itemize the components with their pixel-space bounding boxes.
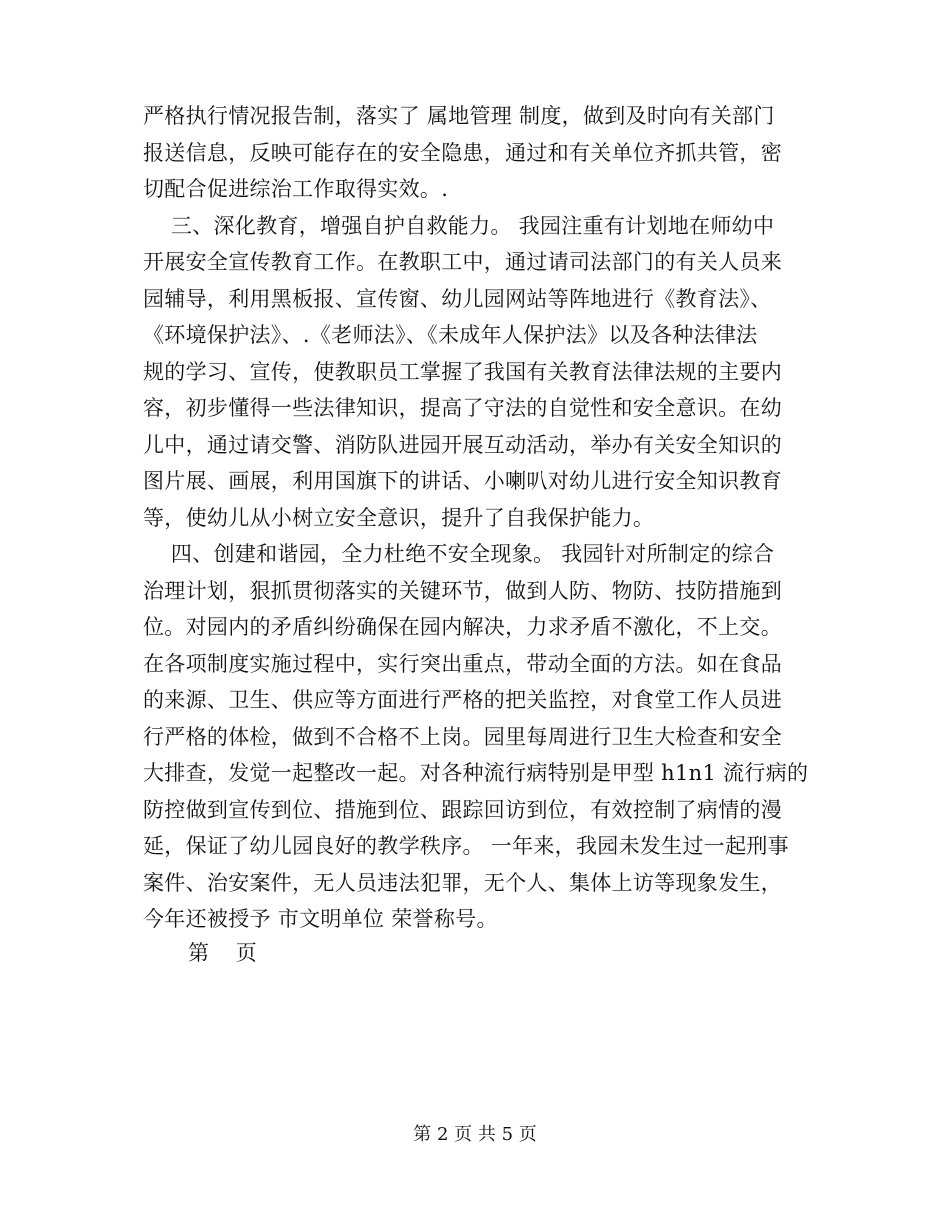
page-footer: 第 2 页 共 5 页 bbox=[413, 1124, 537, 1145]
text-line: 四、创建和谐园，全力杜绝不安全现象。 我园针对所制定的综合 bbox=[143, 542, 775, 566]
text-line: 的来源、卫生、供应等方面进行严格的把关监控，对食堂工作人员进 bbox=[143, 688, 782, 712]
body-text bbox=[143, 98, 813, 938]
text-line: 园辅导，利用黑板报、宣传窗、幼儿园网站等阵地进行《教育法》、 bbox=[143, 286, 772, 311]
text-line: 等，使幼儿从小树立安全意识，提升了自我保护能力。 bbox=[143, 505, 655, 530]
text-line: 规的学习、宣传，使教职员工掌握了我国有关教育法律法规的主要内 bbox=[143, 359, 782, 384]
text-line: 报送信息，反映可能存在的安全隐患，通过和有关单位齐抓共管，密 bbox=[143, 140, 782, 165]
text-line: 《环境保护法》、.《老师法》、《未成年人保护法》以及各种法律法 bbox=[143, 323, 758, 347]
page-number-label: 第 页 bbox=[188, 941, 257, 965]
text-line: 位。对园内的矛盾纠纷确保在园内解决，力求矛盾不激化，不上交。 bbox=[143, 615, 782, 639]
text-line: 今年还被授予 市文明单位 荣誉称号。 bbox=[143, 907, 498, 931]
text-line: 在各项制度实施过程中，实行突出重点，带动全面的方法。如在食品 bbox=[143, 651, 782, 676]
text-line: 案件、治安案件，无人员违法犯罪，无个人、集体上访等现象发生， bbox=[143, 870, 782, 895]
text-line: 严格执行情况报告制，落实了 属地管理 制度，做到及时向有关部门 bbox=[143, 104, 775, 128]
text-line: 治理计划，狠抓贯彻落实的关键环节，做到人防、物防、技防措施到 bbox=[143, 578, 782, 603]
text-line: 容，初步懂得一些法律知识，提高了守法的自觉性和安全意识。在幼 bbox=[143, 396, 782, 420]
text-line: 开展安全宣传教育工作。在教职工中，通过请司法部门的有关人员来 bbox=[143, 250, 782, 274]
text-line: 行严格的体检，做到不合格不上岗。园里每周进行卫生大检查和安全 bbox=[143, 724, 782, 749]
text-line: 图片展、画展，利用国旗下的讲话、小喇叭对幼儿进行安全知识教育 bbox=[143, 469, 782, 493]
text-line: 防控做到宣传到位、措施到位、跟踪回访到位，有效控制了病情的漫 bbox=[143, 797, 782, 822]
text-line: 大排查，发觉一起整改一起。对各种流行病特别是甲型 h1n1 流行病的 bbox=[143, 761, 809, 785]
text-line: 儿中，通过请交警、消防队进园开展互动活动，举办有关安全知识的 bbox=[143, 432, 782, 457]
text-line: 三、深化教育，增强自护自救能力。 我园注重有计划地在师幼中 bbox=[143, 213, 775, 238]
text-line: 延，保证了幼儿园良好的教学秩序。 一年来，我园未发生过一起刑事 bbox=[143, 834, 789, 858]
text-line: 切配合促进综治工作取得实效。. bbox=[143, 177, 449, 201]
